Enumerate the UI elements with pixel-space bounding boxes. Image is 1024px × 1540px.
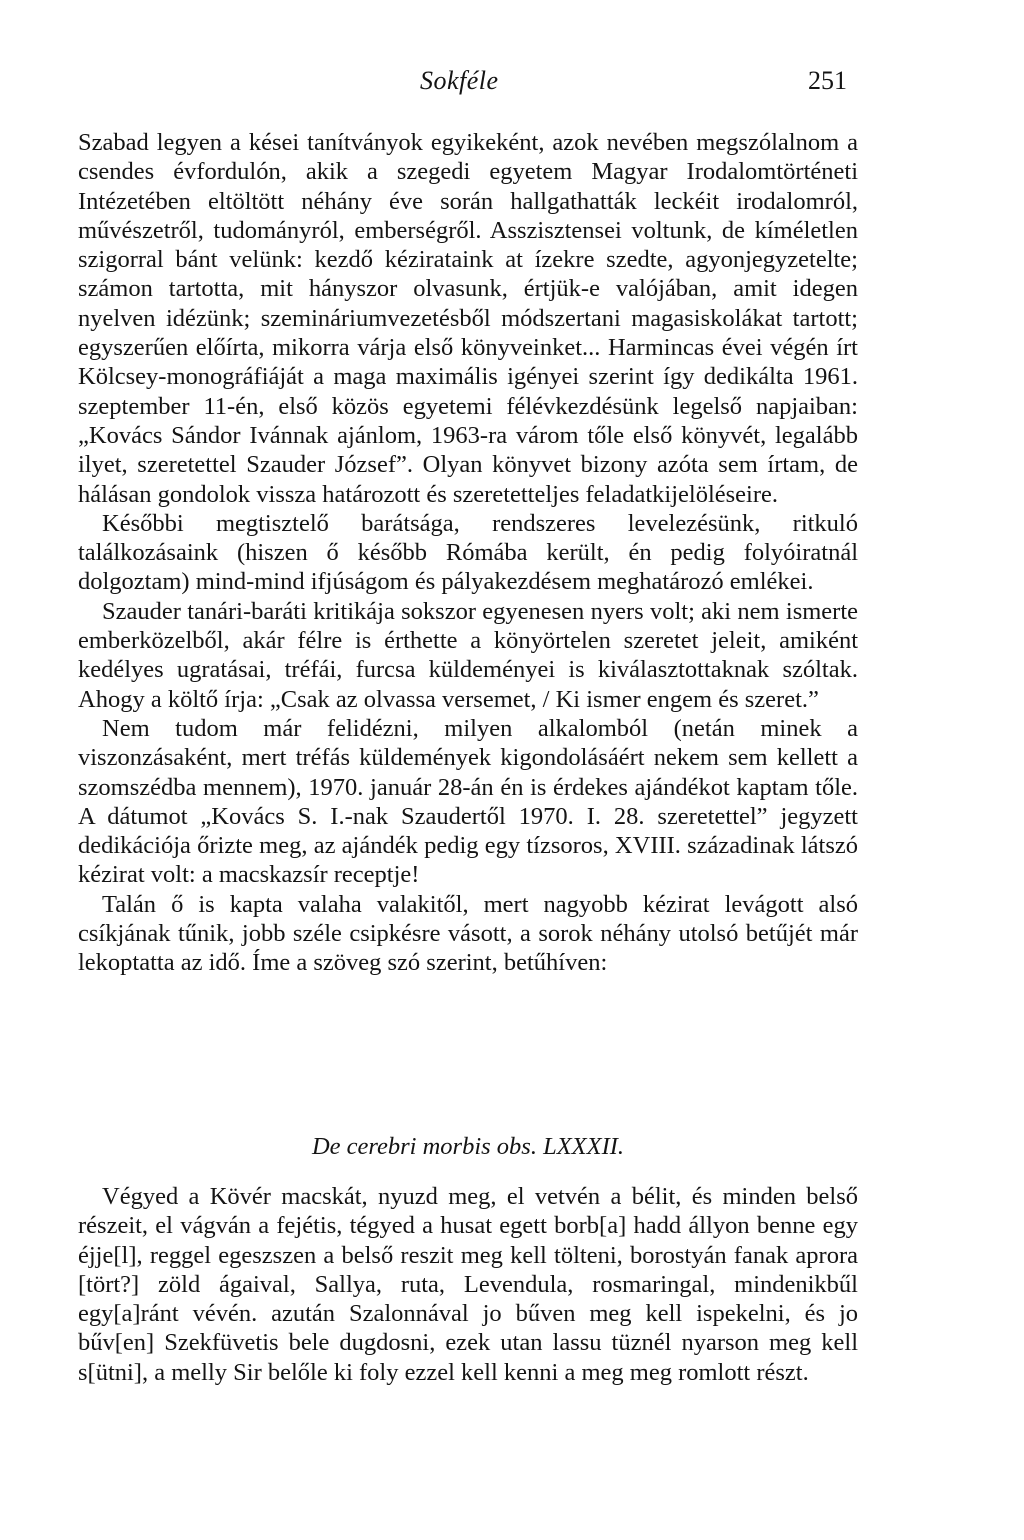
paragraph-3: Szauder tanári-baráti kritikája sokszor egyenesen nyers volt; aki nem ismerte emberközelből, akár félre is érthette a könyörtelen szeretet jeleit, amiként kedélyes ugratásai, tréfái, furcsa küldeményei is kiválasztottaknak szóltak. Ahogy a költő írja: „Csak az olvassa versemet, / Ki ismer engem és szeret.” bbox=[78, 597, 858, 713]
recipe-quote bbox=[78, 1182, 858, 1387]
recipe-text: Végyed a Kövér macskát, nyuzd meg, el vetvén a bélit, és minden belső részeit, el vágván a fejétis, tégyed a husat egett borb[a] hadd állyon benne egy éjje[l], reggel egeszszen a belső reszit meg kell tölteni, borostyán fanak aprora [tört?] zöld ágaival, Sallya, ruta, Levendula, rosmaringal, mindenikbűl egy[a]ránt vévén. azután Szalonnával jo bűven meg kell ispekelni, és jo bűv[en] Szekfüvetis bele dugdosni, ezek utan lassu tüznél nyarson meg kell s[ütni], a melly Sir belőle ki foly ezzel kell kenni a meg meg romlott részt. bbox=[78, 1183, 858, 1386]
source-heading: De cerebri morbis obs. LXXXII. bbox=[311, 1133, 625, 1160]
paragraph-4: Nem tudom már felidézni, milyen alkalomból (netán minek a viszonzásaként, mert tréfás küldemények kigondolásáért nekem sem kellett a szomszédba mennem), 1970. január 28-án én is érdekes ajándékot kaptam tőle. A dátumot „Kovács S. I.-nak Szaudertől 1970. I. 28. szeretettel” jegyzett dedikációja őrizte meg, az ajándék pedig egy tízsoros, XVIII. századinak látszó kézirat volt: a macskazsír receptje! bbox=[78, 714, 858, 889]
paragraph-5: Talán ő is kapta valaha valakitől, mert nagyobb kézirat levágott alsó csíkjának tűnik, jobb széle csipkésre vásott, a sorok néhány utolsó betűjét már lekoptatta az idő. Íme a szöveg szó szerint, betűhíven: bbox=[78, 890, 858, 977]
paragraph-2: Későbbi megtisztelő barátsága, rendszeres levelezésünk, ritkuló találkozásaink (hiszen ő később Rómába került, én pedig folyóiratnál dolgoztam) mind-mind ifjúságom és pályakezdésem meghatározó emlékei. bbox=[78, 509, 858, 596]
page-number: 251 bbox=[808, 66, 847, 95]
body-text bbox=[78, 128, 858, 978]
running-title: Sokféle bbox=[420, 66, 499, 95]
paragraph-1: Szabad legyen a kései tanítványok egyikeként, azok nevében megszólalnom a csendes évfordulón, akik a szegedi egyetem Magyar Irodalomtörténeti Intézetében eltöltött néhány éve során hallgathatták leckéit irodalomról, művészetről, tudományról, emberségről. Asszisztensei voltunk, de kíméletlen szigorral bánt velünk: kezdő kézirataink at ízekre szedte, agyonjegyzetelte; számon tartotta, mit hányszor olvasunk, értjük-e valójában, amit idegen nyelven idézünk; szemináriumvezetésből módszertani magasiskolákat tartott; egyszerűen előírta, mikorra várja első könyveinket... Harmincas évei végén írt Kölcsey-monográfiáját a maga maximális igényei szerint így dedikálta 1961. szeptember 11-én, első közös egyetemi félévkezdésünk legelső napjaiban: „Kovács Sándor Ivánnak ajánlom, 1963-ra várom tőle első könyvét, legalább ilyet, szeretettel Szauder József”. Olyan könyvet bizony azóta sem írtam, de hálásan gondolok vissza határozott és szeretetteljes feladatkijelöléseire. bbox=[78, 129, 858, 508]
page-header bbox=[0, 66, 1024, 106]
